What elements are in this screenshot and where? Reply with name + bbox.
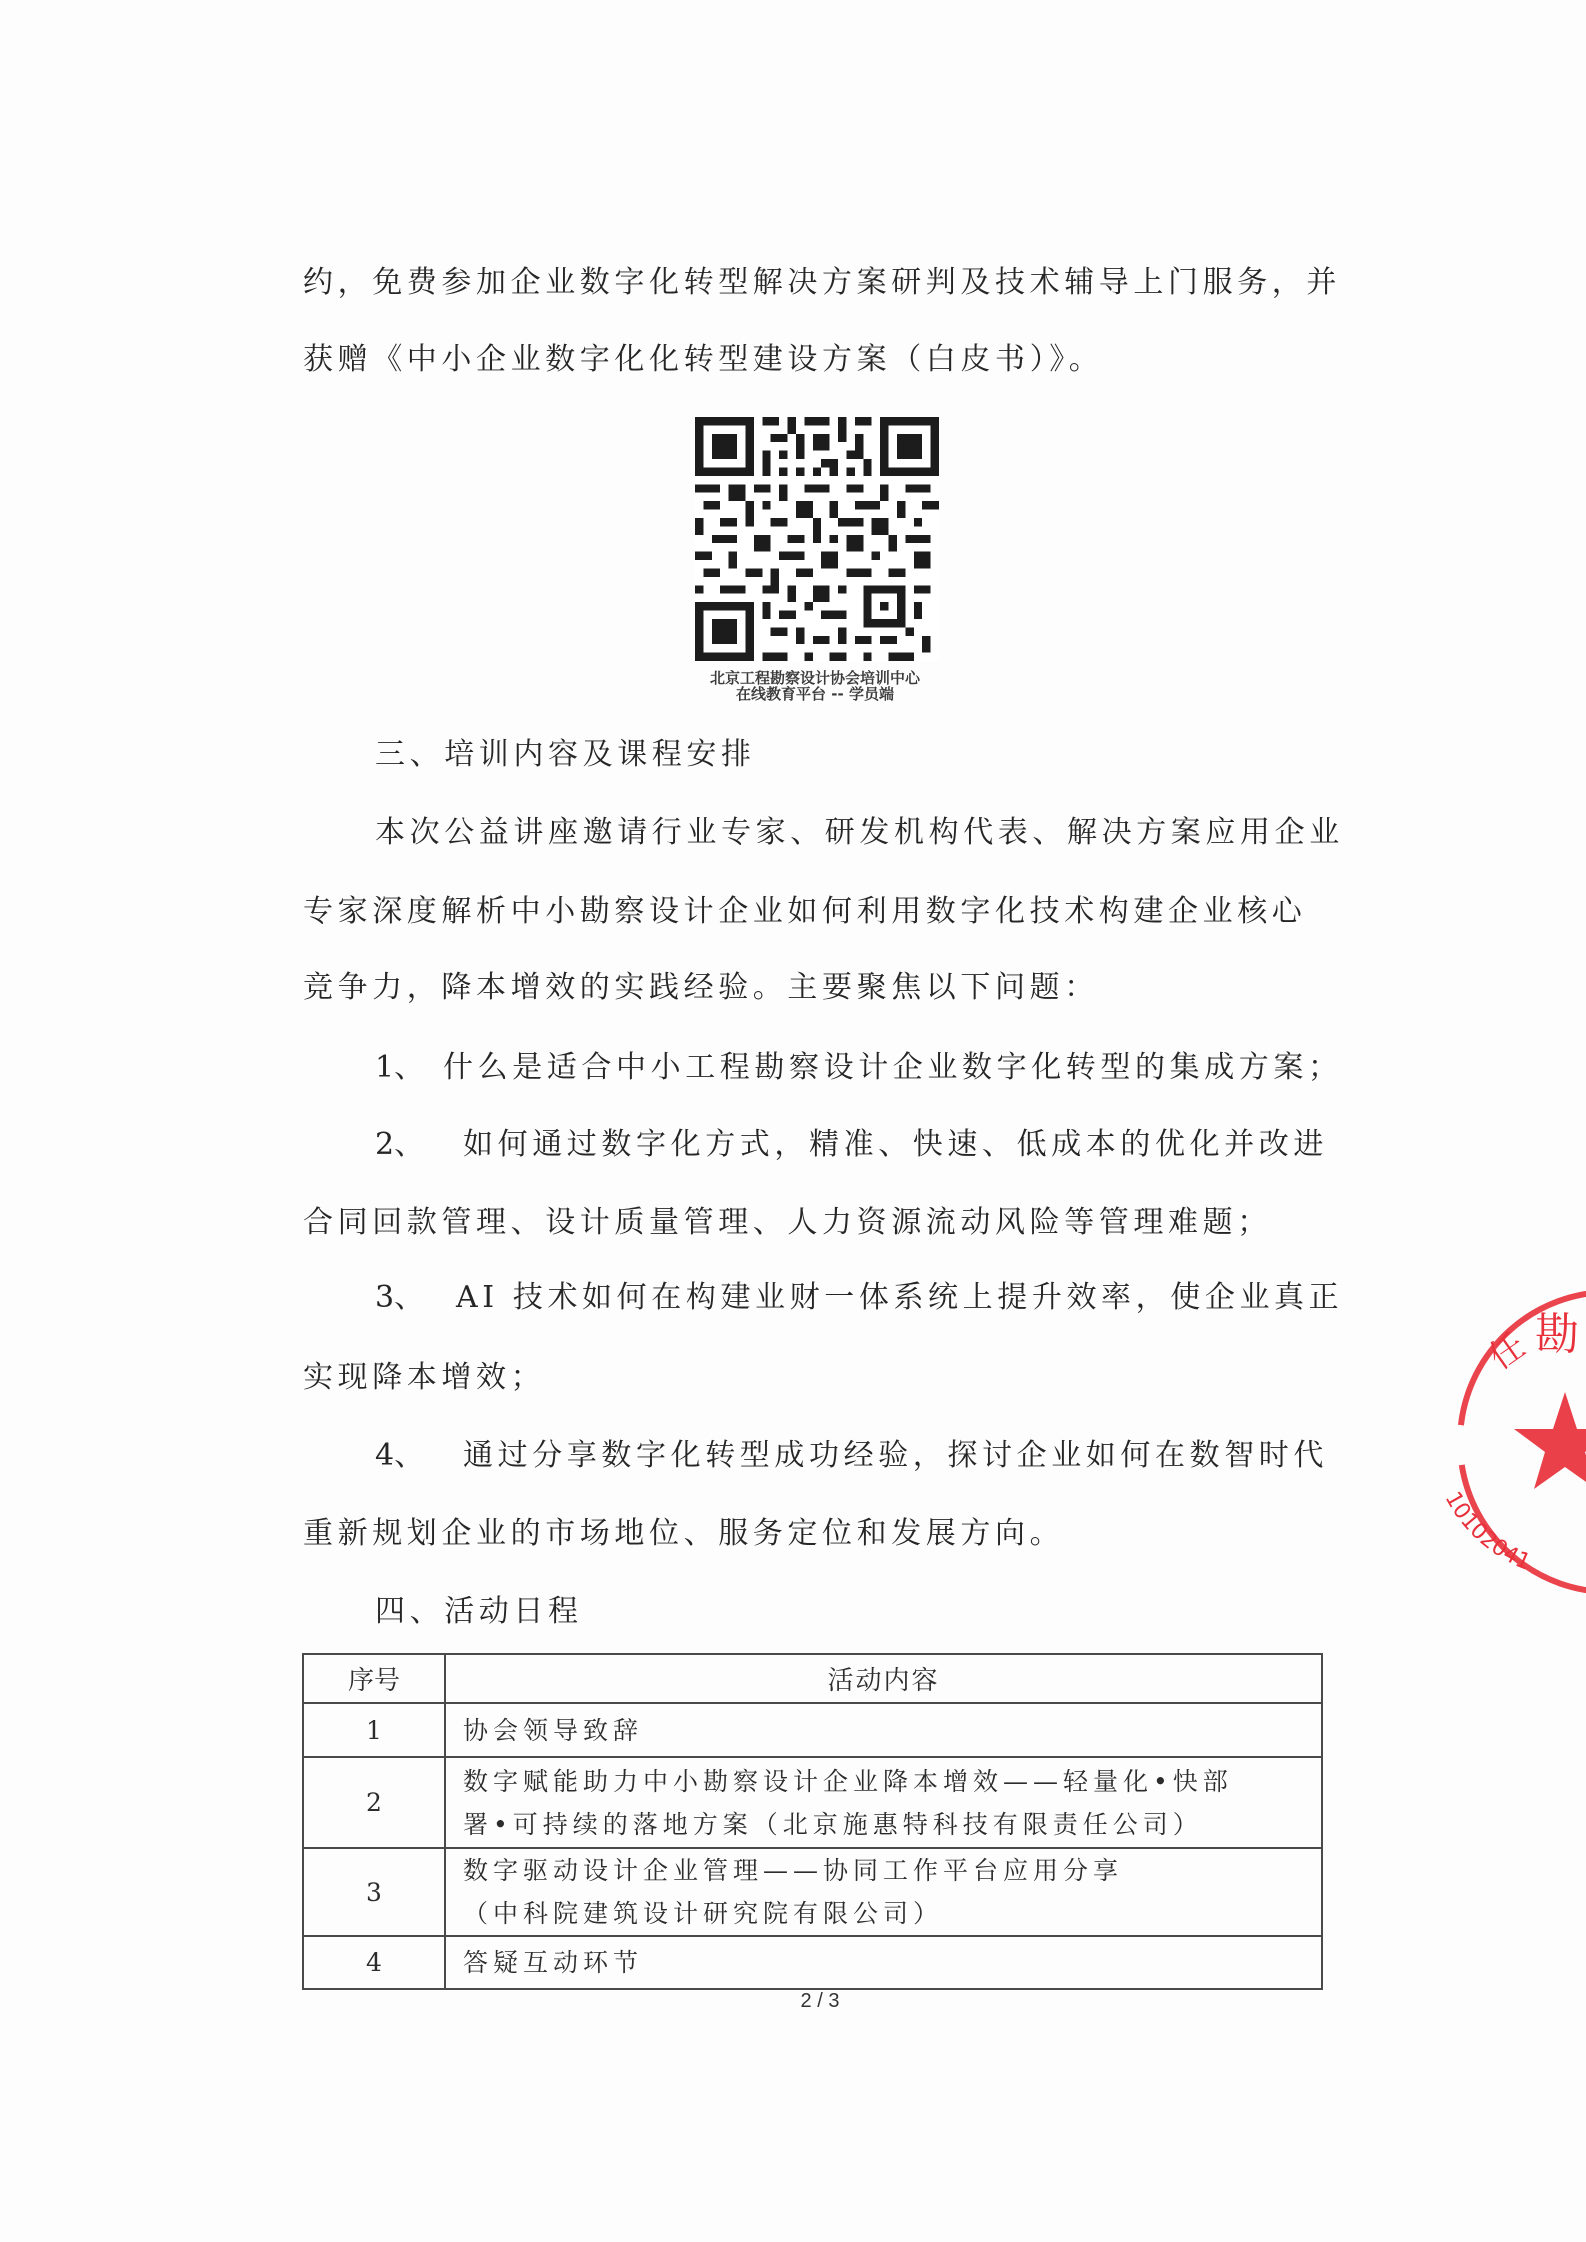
seal-char-ren: 任 (1481, 1325, 1533, 1378)
qr-code-icon (695, 415, 939, 663)
row-1-content (445, 1703, 1322, 1757)
page-number: 2 / 3 (800, 1990, 840, 2012)
table-header-row (303, 1654, 1322, 1703)
row-3-line-2: （中科院建筑设计研究院有限公司） (463, 1899, 944, 1928)
section-3-intro-line-2: 专家深度解析中小勘察设计企业如何利用数字化技术构建企业核心 (303, 894, 1307, 929)
row-4-content (445, 1936, 1322, 1989)
section-3-intro-line-3: 竞争力，降本增效的实践经验。主要聚焦以下问题： (303, 970, 1099, 1005)
row-1-line-1: 协会领导致辞 (463, 1715, 644, 1745)
list-item-4-number: 4、 (375, 1438, 425, 1473)
list-item-2-line-2: 合同回款管理、设计质量管理、人力资源流动风险等管理难题； (303, 1205, 1272, 1240)
list-item-3-line-1: AI 技术如何在构建业财一体系统上提升效率，使企业真正 (456, 1280, 1344, 1315)
list-item-2-line-1: 如何通过数字化方式，精准、快速、低成本的优化并改进 (463, 1127, 1328, 1162)
table-row (303, 1703, 1322, 1757)
row-2-line-1: 数字赋能助力中小勘察设计企业降本增效——轻量化•快部 (463, 1766, 1233, 1796)
section-3-heading: 三、培训内容及课程安排 (375, 737, 756, 772)
section-4-heading: 四、活动日程 (375, 1594, 583, 1629)
seal-number: 10102041 (1439, 1487, 1535, 1576)
row-3-content (445, 1848, 1322, 1936)
seal-star-icon (1514, 1392, 1586, 1489)
paragraph-continuation-line-2: 获赠《中小企业数字化化转型建设方案（白皮书）》。 (303, 342, 1104, 377)
qr-caption-line-1: 北京工程勘察设计协会培训中心 (709, 669, 920, 687)
list-item-3-number: 3、 (375, 1280, 425, 1315)
list-item-4-line-1: 通过分享数字化转型成功经验，探讨企业如何在数智时代 (463, 1438, 1328, 1473)
list-item-3-line-2: 实现降本增效； (303, 1360, 546, 1395)
table-row (303, 1757, 1322, 1848)
table-row (303, 1936, 1322, 1989)
qr-code[interactable] (695, 415, 939, 665)
list-item-1-number: 1、 (375, 1050, 425, 1085)
schedule-table (302, 1653, 1323, 1990)
row-2-line-2: 署•可持续的落地方案（北京施惠特科技有限责任公司） (463, 1809, 1203, 1839)
qr-caption-line-2: 在线教育平台 -- 学员端 (736, 685, 894, 703)
seal-char-kan: 勘 (1535, 1309, 1579, 1360)
header-seq-no: 序号 (303, 1654, 445, 1703)
list-item-4-line-2: 重新规划企业的市场地位、服务定位和发展方向。 (303, 1516, 1065, 1551)
table-row (303, 1848, 1322, 1936)
row-1-no: 1 (303, 1703, 445, 1757)
row-4-line-1: 答疑互动环节 (463, 1948, 644, 1977)
row-3-line-1: 数字驱动设计企业管理——协同工作平台应用分享 (463, 1856, 1124, 1885)
paragraph-continuation-line-1: 约，免费参加企业数字化转型解决方案研判及技术辅导上门服务，并 (303, 265, 1341, 300)
list-item-2-number: 2、 (375, 1127, 425, 1162)
section-3-intro-line-1: 本次公益讲座邀请行业专家、研发机构代表、解决方案应用企业 (375, 815, 1344, 850)
row-4-no: 4 (303, 1936, 445, 1989)
row-3-no: 3 (303, 1848, 445, 1936)
header-activity-content: 活动内容 (445, 1654, 1322, 1703)
row-2-content (445, 1757, 1322, 1848)
row-2-no: 2 (303, 1757, 445, 1848)
list-item-1-line-1: 什么是适合中小工程勘察设计企业数字化转型的集成方案； (443, 1050, 1343, 1085)
official-seal-stamp (1439, 1287, 1586, 1597)
